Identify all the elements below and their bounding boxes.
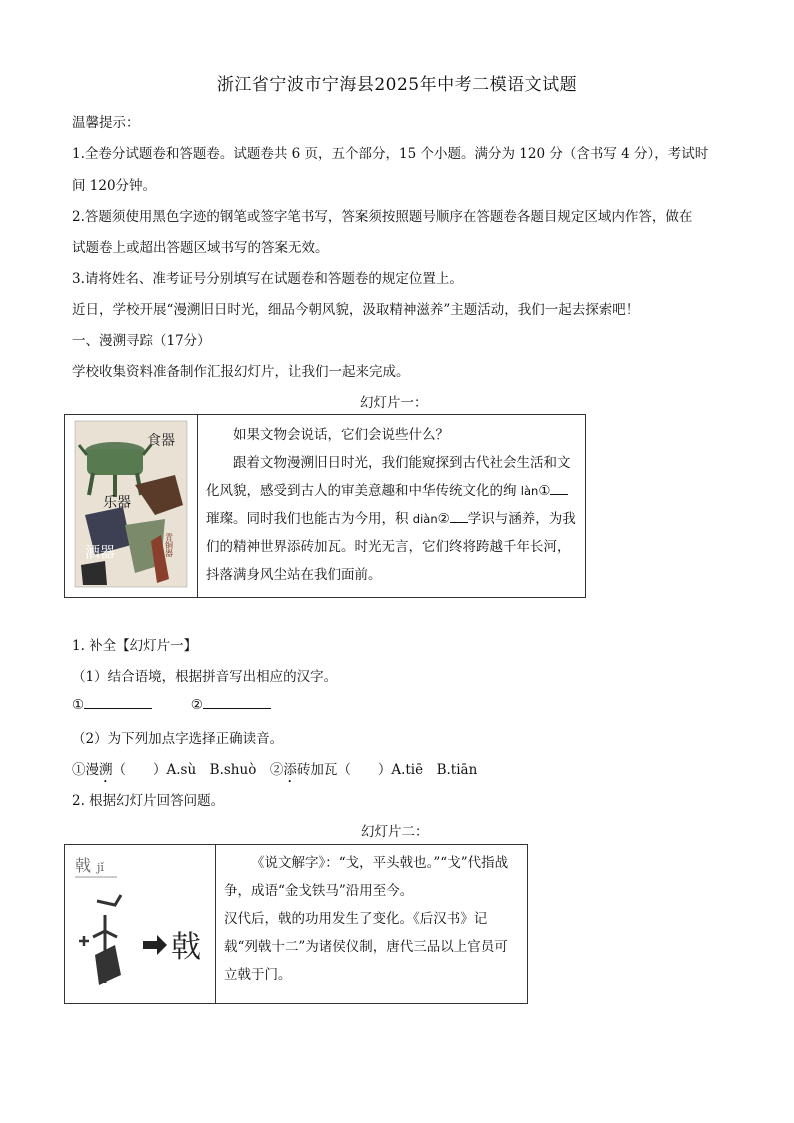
section-1-heading: 一、漫溯寻踪（17分） (72, 333, 211, 349)
notice-item-3: 3.请将姓名、准考证号分别填写在试题卷和答题卷的规定位置上。 (72, 271, 463, 287)
page-title: 浙江省宁波市宁海县2025年中考二模语文试题 (216, 75, 578, 95)
question-1-heading: 1. 补全【幻灯片一】 (72, 638, 198, 654)
question-1-sub-2: （2）为下列加点字选择正确读音。 (72, 731, 284, 747)
slide-1-table (64, 414, 586, 598)
pinyin-dian: diàn (412, 512, 438, 526)
slide-1-image-cell (65, 415, 198, 598)
slide-1-paragraph-2: 跟着文物漫溯旧日时光，我们能窥探到古代社会生活和文化风貌，感受到古人的审美意趣和中华传统文化的绚 làn①璀璨。同时我们也能古为今用，积 diàn② 学识与涵养，为我们的精神世界添砖加瓦。时光无言，它们终将跨越千年长河，抖落满身风尘站在我们面前。 (206, 455, 576, 583)
question-1-blanks: ① ② (72, 696, 271, 713)
slide-1-caption: 幻灯片一： (360, 395, 428, 411)
answer-blank-2[interactable] (203, 696, 271, 709)
image-label-bronze: 青铜器 (164, 533, 174, 557)
notice-item-1-line-2: 间 120分钟。 (72, 178, 157, 194)
question-1-sub-1: （1）结合语境，根据拼音写出相应的汉字。 (72, 669, 338, 685)
question-2-heading: 2. 根据幻灯片回答问题。 (72, 793, 225, 809)
image-label-wine: 酒器 (85, 543, 116, 561)
image-label-music: 乐器 (103, 495, 131, 511)
image-char-ji: 戟 (75, 856, 92, 875)
blank-2-line (450, 510, 468, 523)
slide-2-paragraph-2: 汉代后，戟的功用发生了变化。《后汉书》记载“列戟十二”为诸侯仪制，唐代三品以上官员可立戟于门。 (224, 911, 508, 983)
blank-1-line (550, 482, 568, 495)
image-result-char: 戟 (171, 930, 201, 965)
ji-evolution-image (65, 845, 215, 999)
blank-marker-1: ① (538, 483, 551, 499)
notice-item-1-line-1: 1.全卷分试题卷和答题卷。试题卷共 6 页，五个部分，15 个小题。满分为 120 分（含书写 4 分），考试时 (72, 146, 709, 162)
slide-2-paragraph-1: 《说文解字》：“戈，平头戟也。”“戈”代指战争，成语“金戈铁马”沿用至今。 (224, 855, 509, 899)
image-label-food: 食器 (147, 433, 175, 449)
slide-1-text-cell (198, 415, 586, 598)
answer-blank-1[interactable] (84, 696, 152, 709)
section-1-desc: 学校收集资料准备制作汇报幻灯片，让我们一起来完成。 (72, 364, 410, 380)
bronze-artifacts-image (65, 415, 197, 593)
notice-item-2-line-2: 试题卷上或超出答题区域书写的答案无效。 (72, 240, 329, 256)
image-pinyin-ji: jǐ (97, 861, 104, 874)
slide-1-paragraph-1: 如果文物会说话，它们会说些什么？ (233, 427, 449, 443)
blank-marker-2: ② (437, 511, 450, 527)
slide-2-caption: 幻灯片二： (361, 824, 429, 840)
pinyin-lan: làn (520, 484, 539, 498)
slide-2-text-cell (216, 845, 528, 1004)
notice-item-2-line-1: 2.答题须使用黑色字迹的钢笔或签字笔书写，答案须按照题号顺序在答题卷各题目规定区域内作答，做在 (72, 209, 693, 225)
slide-2-table (64, 844, 528, 1004)
slide-2-image-cell (65, 845, 216, 1004)
notice-heading: 温馨提示： (72, 115, 140, 131)
question-1-options: ①漫溯（ ）A.sù B.shuò ②添砖加瓦（ ）A.tiē B.tiān (72, 762, 478, 778)
intro-text: 近日，学校开展“漫溯旧日时光，细品今朝风貌，汲取精神滋养”主题活动，我们一起去探索吧！ (72, 302, 640, 318)
